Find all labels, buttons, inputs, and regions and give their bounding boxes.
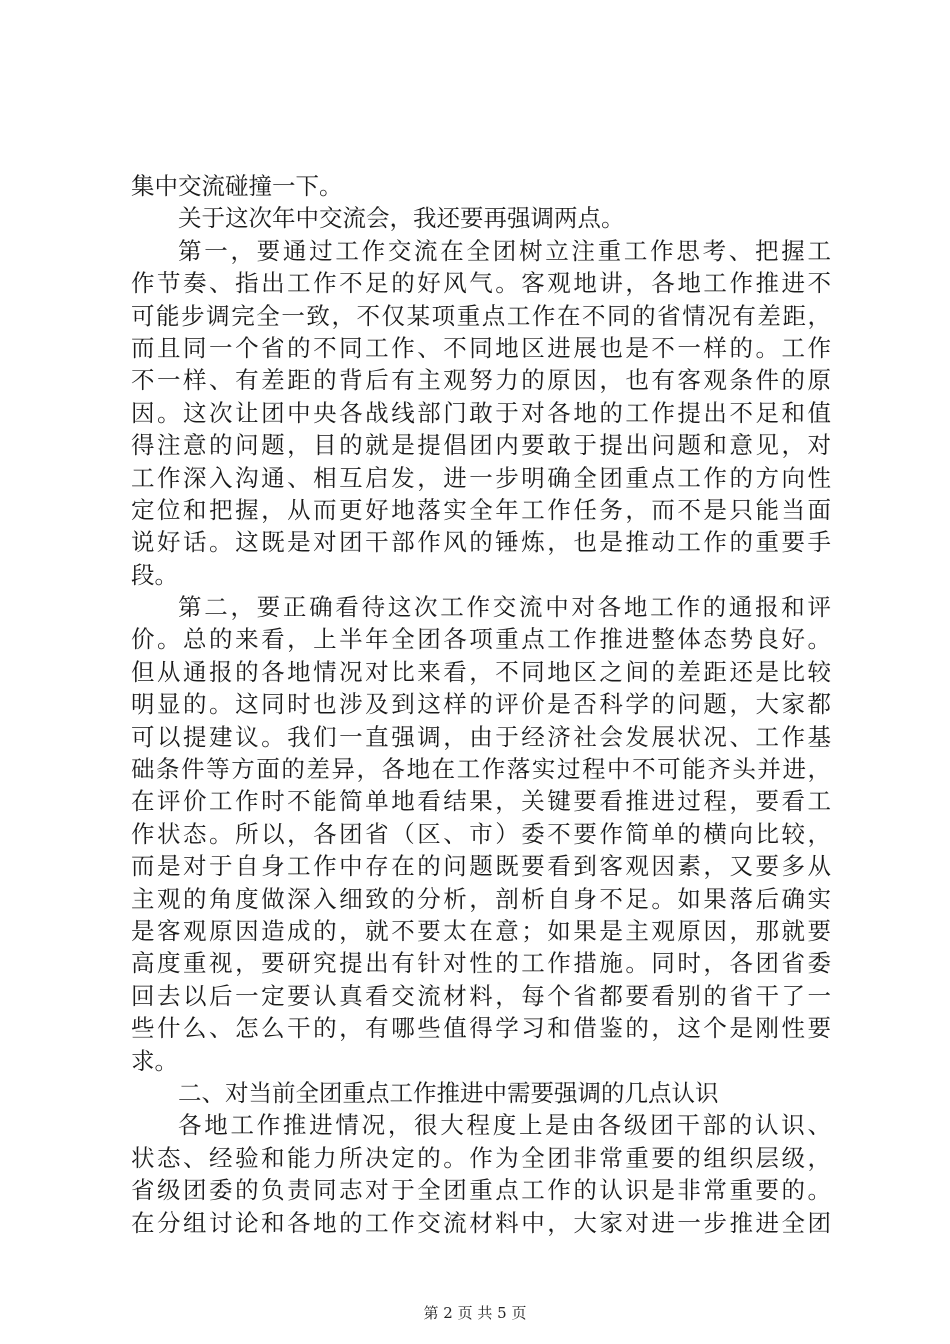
text-line: 而且同一个省的不同工作、不同地区进展也是不一样的。工作 [131, 333, 831, 362]
text-line: 作状态。所以，各团省（区、市）委不要作简单的横向比较， [131, 819, 831, 848]
text-line: 在分组讨论和各地的工作交流材料中，大家对进一步推进全团 [131, 1208, 831, 1237]
text-line: 工作深入沟通、相互启发，进一步明确全团重点工作的方向性 [131, 463, 831, 492]
text-line: 在评价工作时不能简单地看结果，关键要看推进过程，要看工 [131, 787, 831, 816]
text-line: 集中交流碰撞一下。 [131, 172, 343, 200]
text-line: 是客观原因造成的，就不要太在意；如果是主观原因，那就要 [131, 916, 831, 945]
text-line: 可以提建议。我们一直强调，由于经济社会发展状况、工作基 [131, 722, 831, 751]
text-line: 状态、经验和能力所决定的。作为全团非常重要的组织层级， [131, 1143, 831, 1172]
text-line: 主观的角度做深入细致的分析，剖析自身不足。如果落后确实 [131, 884, 831, 913]
text-line: 回去以后一定要认真看交流材料，每个省都要看别的省干了一 [131, 981, 831, 1010]
text-line: 二、对当前全团重点工作推进中需要强调的几点认识 [178, 1078, 719, 1107]
text-line: 高度重视，要研究提出有针对性的工作措施。同时，各团省委 [131, 949, 831, 978]
text-line: 明显的。这同时也涉及到这样的评价是否科学的问题，大家都 [131, 690, 831, 719]
text-line: 础条件等方面的差异，各地在工作落实过程中不可能齐头并进， [131, 755, 831, 784]
text-line: 关于这次年中交流会，我还要再强调两点。 [178, 204, 625, 233]
text-line: 价。总的来看，上半年全团各项重点工作推进整体态势良好。 [131, 625, 831, 654]
page-footer: 第 2 页 共 5 页 [423, 1304, 527, 1322]
text-line: 省级团委的负责同志对于全团重点工作的认识是非常重要的。 [131, 1176, 831, 1205]
text-line: 作节奏、指出工作不足的好风气。客观地讲，各地工作推进不 [131, 269, 831, 298]
text-line: 而是对于自身工作中存在的问题既要看到客观因素，又要多从 [131, 852, 831, 881]
text-line: 因。这次让团中央各战线部门敢于对各地的工作提出不足和值 [131, 398, 831, 427]
text-line: 求。 [131, 1046, 178, 1075]
text-line: 但从通报的各地情况对比来看，不同地区之间的差距还是比较 [131, 657, 831, 686]
text-line: 段。 [131, 560, 178, 589]
document-body [131, 170, 831, 1239]
text-line: 第二，要正确看待这次工作交流中对各地工作的通报和评 [178, 593, 831, 622]
text-line: 各地工作推进情况，很大程度上是由各级团干部的认识、 [178, 1111, 831, 1140]
text-line: 说好话。这既是对团干部作风的锤炼，也是推动工作的重要手 [131, 528, 831, 557]
text-line: 得注意的问题，目的就是提倡团内要敢于提出问题和意见，对 [131, 431, 831, 460]
text-line: 不一样、有差距的背后有主观努力的原因，也有客观条件的原 [131, 366, 831, 395]
text-line: 可能步调完全一致，不仅某项重点工作在不同的省情况有差距， [131, 301, 831, 330]
text-line: 第一，要通过工作交流在全团树立注重工作思考、把握工 [178, 236, 831, 265]
text-line: 定位和把握，从而更好地落实全年工作任务，而不是只能当面 [131, 495, 831, 524]
text-line: 些什么、怎么干的，有哪些值得学习和借鉴的，这个是刚性要 [131, 1014, 831, 1043]
